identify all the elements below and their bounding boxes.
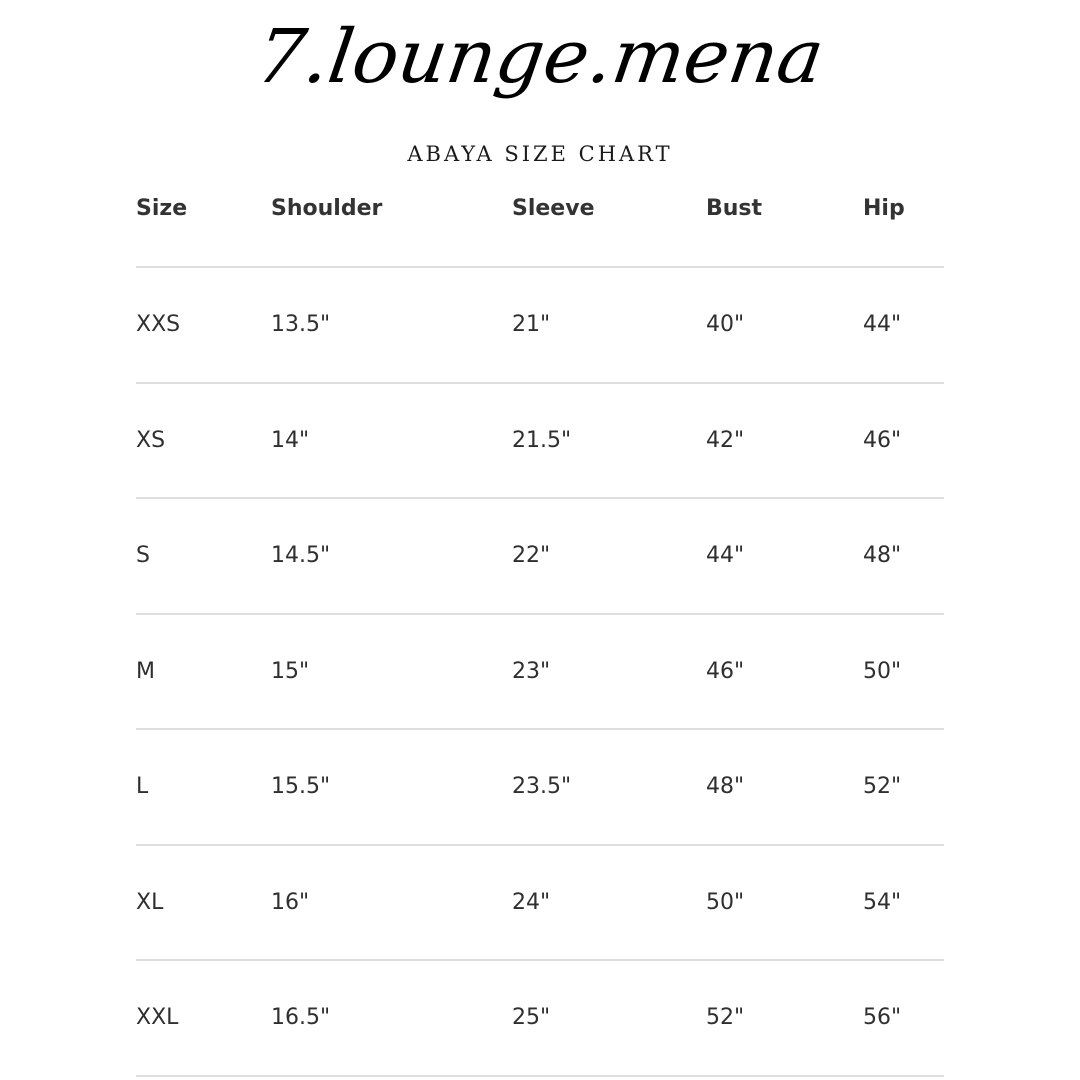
- cell-size: S: [136, 543, 150, 569]
- cell-shoulder: 16": [271, 889, 310, 915]
- cell-bust: 50": [706, 889, 745, 915]
- cell-hip: 52": [863, 774, 902, 800]
- table-row: [136, 961, 944, 1077]
- header-size: Size: [136, 196, 188, 221]
- table-header-row: [136, 180, 944, 268]
- cell-bust: 40": [706, 312, 745, 338]
- cell-hip: 54": [863, 889, 902, 915]
- table-row: [136, 384, 944, 500]
- cell-size: XXL: [136, 1005, 179, 1031]
- table-row: [136, 846, 944, 962]
- cell-bust: 42": [706, 427, 745, 453]
- cell-shoulder: 14": [271, 427, 310, 453]
- cell-sleeve: 24": [512, 889, 551, 915]
- cell-size: M: [136, 658, 155, 684]
- cell-sleeve: 21": [512, 312, 551, 338]
- brand-logo: [0, 0, 1080, 140]
- cell-size: XL: [136, 889, 164, 915]
- header-hip: Hip: [863, 196, 905, 221]
- cell-sleeve: 23.5": [512, 774, 572, 800]
- cell-shoulder: 14.5": [271, 543, 331, 569]
- cell-size: XXS: [136, 312, 181, 338]
- cell-bust: 52": [706, 1005, 745, 1031]
- cell-size: L: [136, 774, 149, 800]
- brand-logo-text: 7.lounge.mena: [250, 14, 829, 100]
- cell-bust: 44": [706, 543, 745, 569]
- table-row: [136, 499, 944, 615]
- cell-hip: 44": [863, 312, 902, 338]
- cell-shoulder: 15": [271, 658, 310, 684]
- header-shoulder: Shoulder: [271, 196, 383, 221]
- cell-sleeve: 25": [512, 1005, 551, 1031]
- cell-sleeve: 23": [512, 658, 551, 684]
- cell-sleeve: 21.5": [512, 427, 572, 453]
- header-sleeve: Sleeve: [512, 196, 595, 221]
- cell-shoulder: 16.5": [271, 1005, 331, 1031]
- cell-shoulder: 13.5": [271, 312, 331, 338]
- cell-bust: 48": [706, 774, 745, 800]
- table-row: [136, 730, 944, 846]
- cell-shoulder: 15.5": [271, 774, 331, 800]
- size-chart-table: [136, 180, 944, 1077]
- cell-hip: 48": [863, 543, 902, 569]
- cell-hip: 56": [863, 1005, 902, 1031]
- cell-bust: 46": [706, 658, 745, 684]
- table-row: [136, 268, 944, 384]
- header-bust: Bust: [706, 196, 763, 221]
- table-row: [136, 615, 944, 731]
- page-title: ABAYA SIZE CHART: [407, 142, 673, 166]
- cell-hip: 46": [863, 427, 902, 453]
- cell-size: XS: [136, 427, 166, 453]
- cell-sleeve: 22": [512, 543, 551, 569]
- cell-hip: 50": [863, 658, 902, 684]
